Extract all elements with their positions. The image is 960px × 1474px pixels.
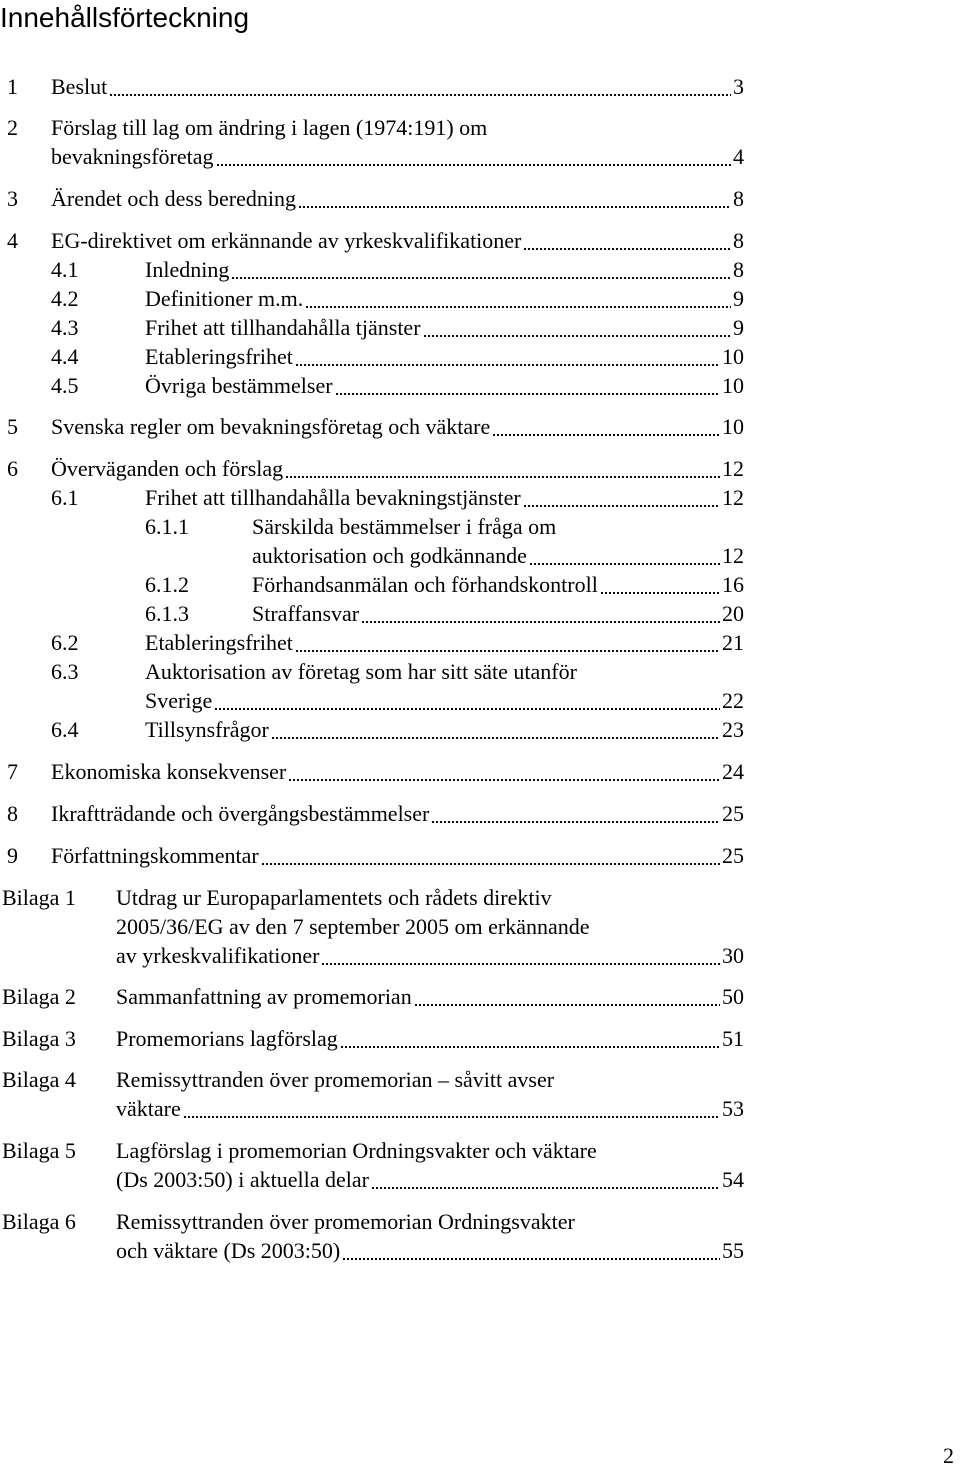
toc-entry-page: 25 [722,801,744,826]
toc-entry-number: 2 [7,115,18,140]
toc-entry-number: 9 [7,843,18,868]
dot-leader [371,1165,720,1195]
toc-entry [0,255,960,285]
dot-leader [305,284,731,314]
toc-entry-number: 6.1 [51,485,79,510]
toc-entry-number: 8 [7,801,18,826]
toc-entry-number: 4.4 [51,344,79,369]
toc-entry-title: Remissyttranden över promemorian – såvitt avser [116,1067,555,1092]
toc-entry-page: 4 [733,144,744,169]
toc-entry-page: 50 [722,984,744,1009]
dot-leader [231,255,731,285]
toc-entry [0,628,960,658]
toc-entry-number: 6.1.3 [145,601,189,626]
toc-entry [0,1207,960,1237]
toc-entry-number: 6.2 [51,630,79,655]
toc-entry [0,599,960,629]
dot-leader [109,72,731,102]
toc-entry-number: 4.1 [51,257,79,282]
toc-entry-title: Etableringsfrihet [145,630,293,655]
dot-leader [423,313,731,343]
toc-entry-page: 21 [722,630,744,655]
dot-leader [361,599,720,629]
dot-leader [183,1094,720,1124]
toc-entry-number: 6.1.1 [145,514,189,539]
toc-entry [0,342,960,372]
toc-entry-title: Ärendet och dess beredning [51,186,296,211]
toc-entry-page: 12 [722,485,744,510]
toc-entry-title: väktare [116,1096,181,1121]
toc-entry-number: 6.4 [51,717,79,742]
toc-entry-title: Frihet att tillhandahålla tjänster [145,315,421,340]
toc-entry [0,113,960,143]
toc-entry-title: Tillsynsfrågor [145,717,269,742]
toc-entry-number: 5 [7,414,18,439]
toc-entry [0,454,960,484]
toc-entry-page: 30 [722,943,744,968]
toc-entry-page: 22 [722,688,744,713]
dot-leader [295,628,720,658]
dot-leader [261,841,720,871]
toc-entry [0,570,960,600]
toc-entry [0,799,960,829]
toc-entry-page: 55 [722,1238,744,1263]
toc-entry [0,313,960,343]
toc-entry-title: Frihet att tillhandahålla bevakningstjänster [145,485,521,510]
dot-leader [523,226,731,256]
toc-entry [0,541,960,571]
toc-entry-title: Remissyttranden över promemorian Ordningsvakter [116,1209,575,1234]
dot-leader [492,412,720,442]
dot-leader [321,941,720,971]
toc-entry-number: Bilaga 1 [2,885,76,910]
toc-entry-page: 8 [733,186,744,211]
toc-entry-title: av yrkeskvalifikationer [116,943,320,968]
toc-entry [0,483,960,513]
toc-entry-title: Straffansvar [252,601,360,626]
toc-entry-number: 4.5 [51,373,79,398]
toc-entry-number: Bilaga 3 [2,1026,76,1051]
toc-entry [0,284,960,314]
toc-entry [0,142,960,172]
toc-entry-title: bevakningsföretag [51,144,214,169]
toc-entry-page: 53 [722,1096,744,1121]
toc-entry-title: Övriga bestämmelser [145,373,333,398]
toc-entry-number: 6.3 [51,659,79,684]
dot-leader [342,1236,720,1266]
toc-entry-page: 10 [722,373,744,398]
toc-entry-title: Etableringsfrihet [145,344,293,369]
toc-entry [0,1065,960,1095]
dot-leader [216,142,732,172]
toc-entry-title: Utdrag ur Europaparlamentets och rådets direktiv [116,885,552,910]
toc-entry [0,757,960,787]
toc-entry-title: Särskilda bestämmelser i fråga om [252,514,557,539]
dot-leader [414,982,720,1012]
toc-entry-title: Promemorians lagförslag [116,1026,338,1051]
toc-entry-number: 4.3 [51,315,79,340]
dot-leader [298,184,731,214]
toc-entry-title: Författningskommentar [51,843,259,868]
toc-entry [0,715,960,745]
toc-entry-number: Bilaga 5 [2,1138,76,1163]
dot-leader [523,483,720,513]
toc-entry-page: 23 [722,717,744,742]
toc-entry-title: 2005/36/EG av den 7 september 2005 om erkännande [116,914,590,939]
dot-leader [431,799,720,829]
toc-entry-number: 7 [7,759,18,784]
toc-entry-page: 54 [722,1167,744,1192]
toc-entry-title: EG-direktivet om erkännande av yrkeskvalifikationer [51,228,522,253]
toc-entry-title: Sammanfattning av promemorian [116,984,412,1009]
toc-entry [0,841,960,871]
toc-entry-page: 20 [722,601,744,626]
toc-entry-page: 16 [722,572,744,597]
toc-entry-number: 4 [7,228,18,253]
toc-entry-page: 10 [722,344,744,369]
toc-entry-page: 12 [722,456,744,481]
toc-entry-title: (Ds 2003:50) i aktuella delar [116,1167,369,1192]
toc-entry [0,412,960,442]
toc-entry-number: 1 [7,74,18,99]
toc-entry-number: 4.2 [51,286,79,311]
toc-entry-title: Ekonomiska konsekvenser [51,759,287,784]
toc-entry [0,686,960,716]
toc-entry-title: Definitioner m.m. [145,286,304,311]
toc-entry-number: 3 [7,186,18,211]
toc-entry-page: 9 [733,286,744,311]
dot-leader [271,715,720,745]
dot-leader [529,541,720,571]
toc-entry-title: Svenska regler om bevakningsföretag och väktare [51,414,491,439]
toc-entry [0,512,960,542]
toc-entry [0,941,960,971]
toc-entry-page: 8 [733,257,744,282]
toc-entry-title: och väktare (Ds 2003:50) [116,1238,341,1263]
toc-entry-title: Förhandsanmälan och förhandskontroll [252,572,598,597]
dot-leader [214,686,720,716]
toc-entry [0,657,960,687]
toc-entry-title: Sverige [145,688,213,713]
toc-entry [0,184,960,214]
toc-entry [0,1136,960,1166]
toc-entry [0,72,960,102]
dot-leader [295,342,720,372]
toc-entry-title: Ikraftträdande och övergångsbestämmelser [51,801,430,826]
toc-entry [0,1236,960,1266]
toc-entry [0,1165,960,1195]
toc-entry-number: Bilaga 6 [2,1209,76,1234]
toc-entry-page: 3 [733,74,744,99]
toc-entry-number: 6.1.2 [145,572,189,597]
toc-entry-page: 51 [722,1026,744,1051]
toc-entry [0,912,960,942]
dot-leader [285,454,720,484]
dot-leader [340,1024,720,1054]
toc-entry-title: Lagförslag i promemorian Ordningsvakter och väktare [116,1138,597,1163]
toc-entry [0,1094,960,1124]
toc-entry-number: 6 [7,456,18,481]
toc-entry-page: 25 [722,843,744,868]
toc-entry-title: auktorisation och godkännande [252,543,527,568]
toc-entry [0,982,960,1012]
toc-entry-page: 8 [733,228,744,253]
toc-entry-page: 12 [722,543,744,568]
toc-entry-title: Förslag till lag om ändring i lagen (1974:191) om [51,115,488,140]
toc-entry-title: Auktorisation av företag som har sitt säte utanför [145,659,577,684]
dot-leader [288,757,720,787]
dot-leader [335,371,720,401]
page-number: 2 [943,1443,954,1468]
toc-entry [0,371,960,401]
page-title: Innehållsförteckning [0,2,250,33]
toc-entry [0,1024,960,1054]
toc-entry-title: Överväganden och förslag [51,456,284,481]
toc-entry-title: Beslut [51,74,108,99]
dot-leader [600,570,720,600]
toc-entry-number: Bilaga 2 [2,984,76,1009]
toc-entry [0,226,960,256]
toc-entry [0,883,960,913]
toc-entry-title: Inledning [145,257,230,282]
toc-entry-page: 10 [722,414,744,439]
toc-entry-page: 9 [733,315,744,340]
toc-entry-number: Bilaga 4 [2,1067,76,1092]
toc-entry-page: 24 [722,759,744,784]
